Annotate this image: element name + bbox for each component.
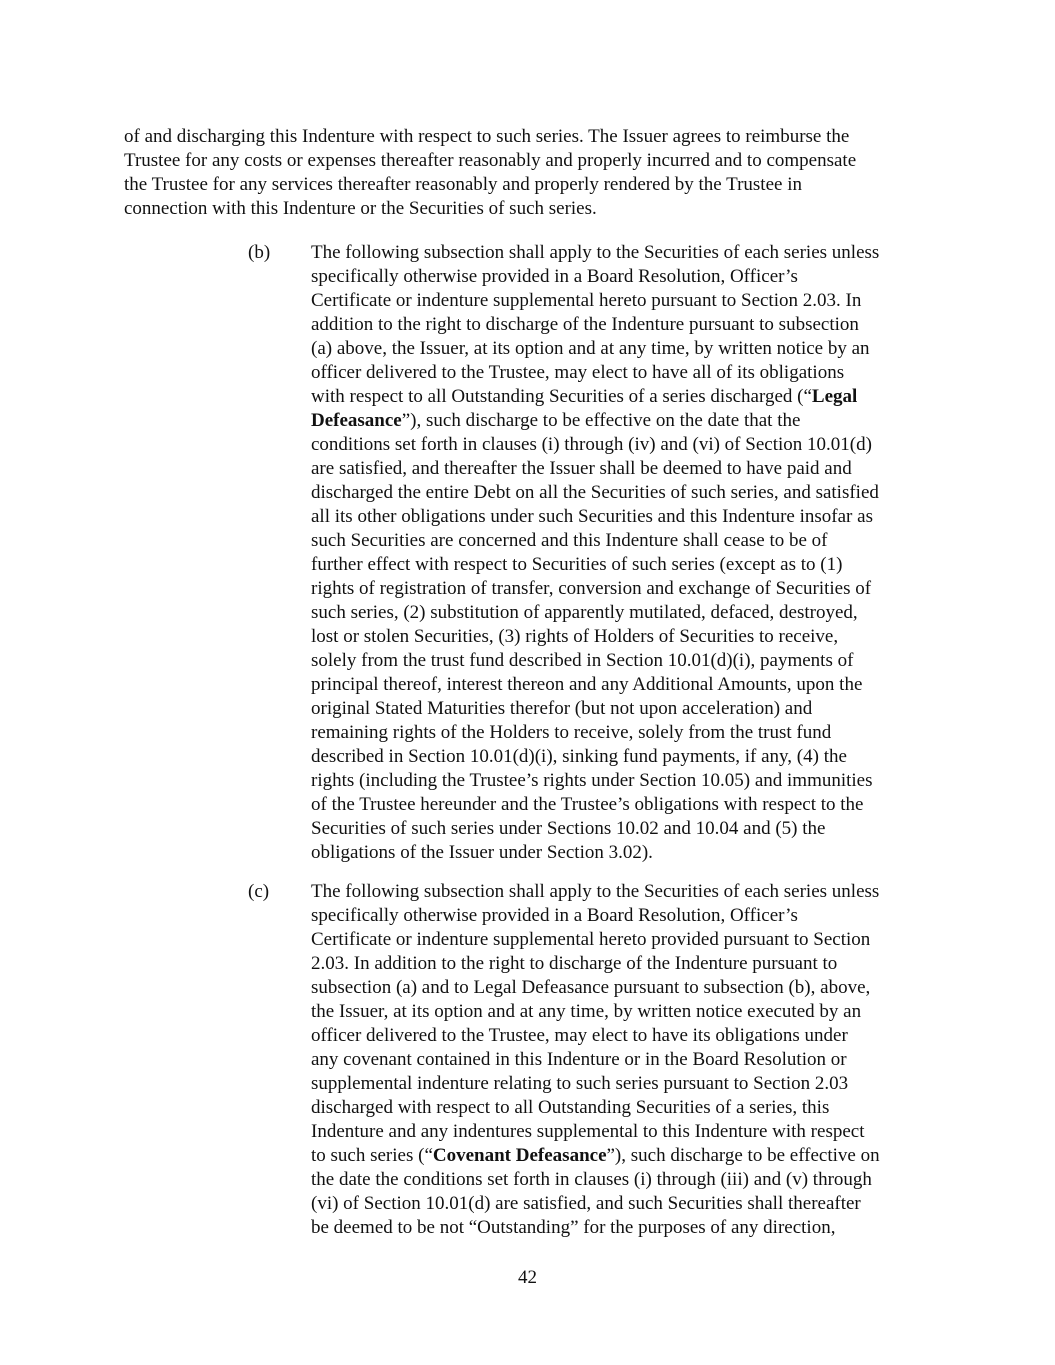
text-line: principal thereof, interest thereon and any Additional Amounts, upon the [311, 674, 863, 695]
page-number: 42 [518, 1267, 537, 1288]
text-line: any covenant contained in this Indenture or in the Board Resolution or [311, 1049, 847, 1070]
text-segment: to such series (“ [311, 1145, 433, 1166]
text-line: addition to the right to discharge of the Indenture pursuant to subsection [311, 314, 859, 335]
text-line [311, 409, 941, 433]
text-line: conditions set forth in clauses (i) through (iv) and (vi) of Section 10.01(d) [311, 434, 872, 455]
text-line: all its other obligations under such Securities and this Indenture insofar as [311, 506, 873, 527]
text-line: of and discharging this Indenture with respect to such series. The Issuer agrees to reimburse the [124, 126, 850, 147]
text-segment: ”), such discharge to be effective on [606, 1145, 880, 1166]
text-line: lost or stolen Securities, (3) rights of Holders of Securities to receive, [311, 626, 839, 647]
text-line: (vi) of Section 10.01(d) are satisfied, and such Securities shall thereafter [311, 1193, 861, 1214]
subsection-b-body [311, 241, 941, 865]
text-line: discharged the entire Debt on all the Securities of such series, and satisfied [311, 482, 879, 503]
text-line: be deemed to be not “Outstanding” for the purposes of any direction, [311, 1217, 836, 1238]
text-line: rights (including the Trustee’s rights under Section 10.05) and immunities [311, 770, 873, 791]
text-line: supplemental indenture relating to such series pursuant to Section 2.03 [311, 1073, 849, 1094]
text-line: the Trustee for any services thereafter reasonably and properly rendered by the Trustee in [124, 174, 802, 195]
text-line: the date the conditions set forth in clauses (i) through (iii) and (v) through [311, 1169, 872, 1190]
text-line: The following subsection shall apply to the Securities of each series unless [311, 242, 880, 263]
text-line: obligations of the Issuer under Section 3.02). [311, 842, 653, 863]
text-line: of the Trustee hereunder and the Trustee’s obligations with respect to the [311, 794, 864, 815]
text-line: described in Section 10.01(d)(i), sinking fund payments, if any, (4) the [311, 746, 847, 767]
text-line: rights of registration of transfer, conversion and exchange of Securities of [311, 578, 872, 599]
text-segment: with respect to all Outstanding Securities of a series discharged (“ [311, 386, 812, 407]
text-line [311, 385, 941, 409]
text-line: (a) above, the Issuer, at its option and at any time, by written notice by an [311, 338, 870, 359]
text-line: such Securities are concerned and this Indenture shall cease to be of [311, 530, 828, 551]
text-line: Certificate or indenture supplemental hereto provided pursuant to Section [311, 929, 871, 950]
text-line: Securities of such series under Sections 10.02 and 10.04 and (5) the [311, 818, 826, 839]
text-line: such series, (2) substitution of apparently mutilated, defaced, destroyed, [311, 602, 858, 623]
text-line: the Issuer, at its option and at any time, by written notice executed by an [311, 1001, 862, 1022]
text-line: are satisfied, and thereafter the Issuer shall be deemed to have paid and [311, 458, 852, 479]
text-line: subsection (a) and to Legal Defeasance pursuant to subsection (b), above, [311, 977, 871, 998]
text-line: 2.03. In addition to the right to discharge of the Indenture pursuant to [311, 953, 838, 974]
text-line: specifically otherwise provided in a Board Resolution, Officer’s [311, 266, 798, 287]
text-line: officer delivered to the Trustee, may elect to have all of its obligations [311, 362, 845, 383]
subsection-c-body [311, 880, 941, 1240]
defined-term-legal: Legal [811, 386, 858, 407]
text-line: officer delivered to the Trustee, may elect to have its obligations under [311, 1025, 848, 1046]
text-line: discharged with respect to all Outstanding Securities of a series, this [311, 1097, 830, 1118]
subsection-b-label: (b) [248, 242, 271, 263]
text-line: Certificate or indenture supplemental hereto pursuant to Section 2.03. In [311, 290, 862, 311]
text-segment: ”), such discharge to be effective on the date that the [401, 410, 801, 431]
defined-term-covenant-defeasance: Covenant Defeasance [432, 1145, 607, 1166]
subsection-c-label: (c) [248, 881, 270, 902]
text-line: Trustee for any costs or expenses thereafter reasonably and properly incurred and to compensate [124, 150, 857, 171]
text-line: specifically otherwise provided in a Board Resolution, Officer’s [311, 905, 798, 926]
text-line: original Stated Maturities therefor (but not upon acceleration) and [311, 698, 813, 719]
text-line: connection with this Indenture or the Securities of such series. [124, 198, 597, 219]
text-line: solely from the trust fund described in Section 10.01(d)(i), payments of [311, 650, 854, 671]
text-line [311, 1144, 941, 1168]
text-line: further effect with respect to Securities of such series (except as to (1) [311, 554, 843, 575]
text-line: Indenture and any indentures supplemental to this Indenture with respect [311, 1121, 865, 1142]
defined-term-defeasance: Defeasance [311, 410, 402, 431]
intro-paragraph [124, 125, 934, 221]
text-line: remaining rights of the Holders to receive, solely from the trust fund [311, 722, 832, 743]
text-line: The following subsection shall apply to the Securities of each series unless [311, 881, 880, 902]
